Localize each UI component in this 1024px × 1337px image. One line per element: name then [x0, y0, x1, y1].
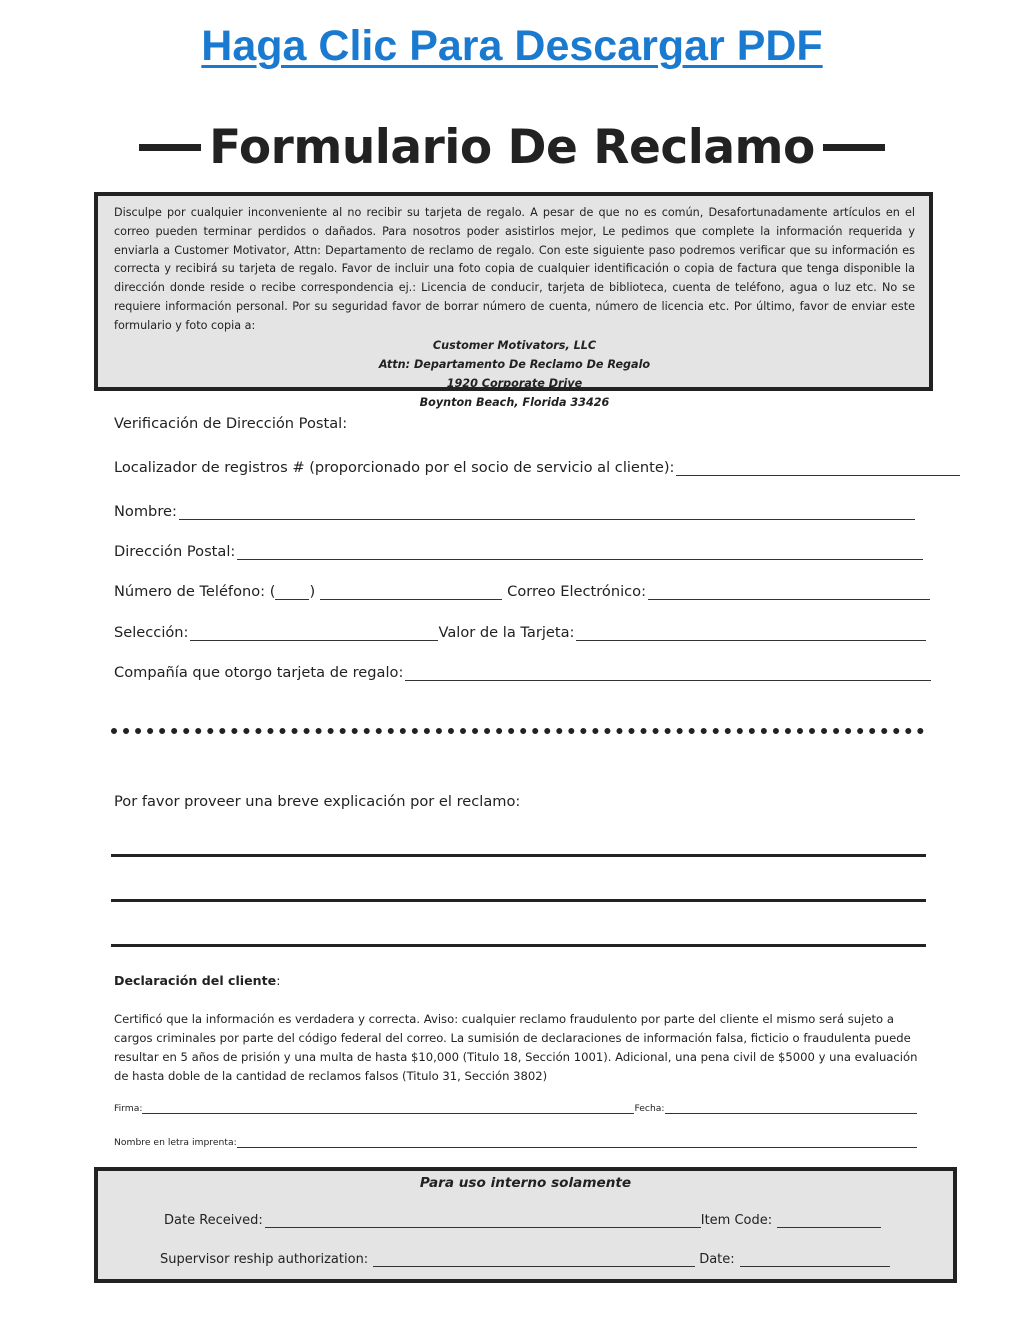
address-line-street: 1920 Corporate Drive	[446, 376, 583, 390]
page-title: Formulario De Reclamo	[209, 119, 815, 175]
address-field[interactable]	[237, 545, 923, 560]
address-line-city: Boynton Beach, Florida 33426	[419, 395, 610, 409]
selection-field[interactable]	[190, 626, 438, 641]
notice-box	[94, 192, 933, 409]
area-code-field[interactable]	[275, 585, 309, 600]
print-name-row	[114, 1137, 917, 1148]
company-label: Compañía que otorgo tarjeta de regalo:	[114, 664, 404, 681]
address-row	[114, 543, 925, 560]
card-value-label: Valor de la Tarjeta:	[438, 624, 575, 641]
selection-row	[114, 624, 928, 641]
signature-label: Firma:	[114, 1103, 143, 1114]
locator-label: Localizador de registros # (proporcionado por el socio de servicio al cliente):	[114, 459, 675, 476]
declaration-heading-colon: :	[276, 973, 281, 988]
phone-close-paren: )	[309, 583, 316, 600]
address-line-attn: Attn: Departamento De Reclamo De Regalo	[378, 357, 651, 371]
dotted-separator	[111, 728, 924, 734]
supervisor-row	[160, 1252, 892, 1267]
locator-row	[114, 459, 962, 476]
item-code-field[interactable]	[777, 1214, 881, 1228]
signature-row	[114, 1103, 917, 1114]
name-field[interactable]	[179, 505, 915, 520]
phone-label: Número de Teléfono: (	[114, 583, 276, 600]
explanation-label: Por favor proveer una breve explicación por el reclamo:	[114, 793, 521, 810]
company-row	[114, 664, 933, 681]
item-code-label: Item Code:	[700, 1213, 773, 1228]
internal-use-box	[94, 1167, 957, 1283]
explanation-line-3[interactable]	[111, 944, 926, 947]
date-received-label: Date Received:	[164, 1213, 263, 1228]
explanation-line-2[interactable]	[111, 899, 926, 902]
postal-verification-label: Verificación de Dirección Postal:	[114, 415, 348, 432]
postal-verification-heading	[114, 415, 347, 432]
date-received-field[interactable]	[265, 1214, 701, 1228]
date-field[interactable]	[665, 1103, 917, 1114]
date-label: Fecha:	[634, 1103, 665, 1114]
explanation-line-1[interactable]	[111, 854, 926, 857]
explanation-heading	[114, 793, 520, 810]
signature-field[interactable]	[142, 1103, 634, 1114]
supervisor-field[interactable]	[373, 1253, 695, 1267]
internal-date-field[interactable]	[740, 1253, 890, 1267]
title-right-bar	[823, 144, 885, 151]
declaration-heading	[114, 973, 280, 988]
selection-label: Selección:	[114, 624, 189, 641]
internal-use-title: Para uso interno solamente	[419, 1175, 632, 1191]
card-value-field[interactable]	[576, 626, 926, 641]
print-name-label: Nombre en letra imprenta:	[114, 1137, 237, 1148]
email-label: Correo Electrónico:	[507, 583, 647, 600]
internal-date-label: Date:	[699, 1252, 735, 1267]
supervisor-label: Supervisor reship authorization:	[160, 1252, 369, 1267]
company-field[interactable]	[405, 666, 931, 681]
title-left-bar	[139, 144, 201, 151]
notice-text: Disculpe por cualquier inconveniente al no recibir su tarjeta de regalo. A pesar de que no es común, Desafortunadamente artículos en el correo pueden terminar perdidos o dañados. Para nosotros poder asistirlos mejor, Le pedimos que complete la información requerida y enviarla a Customer Motivator, Attn: Departamento de reclamo de regalo. Con este siguiente paso podremos verificar que su información es correcta y recibirá su tarjeta de regalo. Favor de incluir una foto copia de cualquier identificación o copia de factura que tenga disponible la dirección donde reside o recibe correspondencia ej.: Licencia de conducir, tarjeta de biblioteca, cuenta de teléfono, agua o luz etc. No se requiere información personal. Por su seguridad favor de borrar número de cuenta, número de licencia etc. Por último, favor de enviar este formulario y foto copia a:	[114, 206, 915, 332]
phone-email-row	[114, 583, 932, 600]
print-name-field[interactable]	[237, 1137, 917, 1148]
download-pdf-link[interactable]: Haga Clic Para Descargar PDF	[201, 22, 823, 70]
name-row	[114, 503, 917, 520]
name-label: Nombre:	[114, 503, 177, 520]
date-received-row	[164, 1213, 883, 1228]
address-line-company: Customer Motivators, LLC	[432, 338, 597, 352]
declaration-heading-text: Declaración del cliente	[114, 973, 277, 988]
email-field[interactable]	[648, 585, 930, 600]
locator-field[interactable]	[676, 461, 960, 476]
address-label: Dirección Postal:	[114, 543, 236, 560]
declaration-text: Certificó que la información es verdadera y correcta. Aviso: cualquier reclamo fraudulento por parte del cliente el mismo será sujeto a cargos criminales por parte del código federal del correo. La sumisión de declaraciones de información falsa, ficticio o fraudulenta puede resultar en 5 años de prisión y una multa de hasta $10,000 (Titulo 18, Sección 1001). Adicional, una pena civil de $5000 y una evaluación de hasta doble de la cantidad de reclamos falsos (Titulo 31, Sección 3802)	[114, 1012, 918, 1083]
phone-field[interactable]	[320, 585, 502, 600]
title-row	[0, 112, 1024, 182]
